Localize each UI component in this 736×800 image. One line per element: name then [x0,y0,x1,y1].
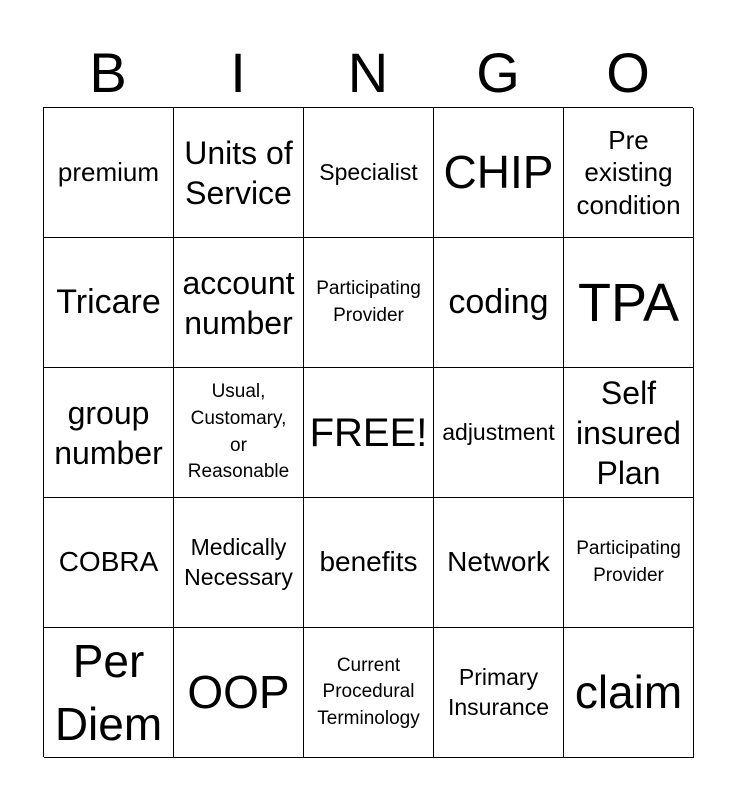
bingo-cell-label: Per Diem [54,635,163,750]
bingo-cell-r4-c2[interactable] [304,628,434,758]
bingo-cell-label: benefits [319,546,418,578]
bingo-board [43,107,693,757]
bingo-cell-r2-c2[interactable] [304,368,434,498]
bingo-cell-label: Pre existing condition [576,124,681,220]
bingo-cell-r4-c1[interactable] [174,628,304,758]
bingo-cell-r1-c2[interactable] [304,238,434,368]
header-letter-n: N [347,41,389,104]
bingo-cell-r3-c0[interactable] [44,498,174,628]
header-letter-b: B [89,41,127,104]
bingo-cell-label: Participating Provider [576,537,681,586]
bingo-cell-label: coding [448,283,549,322]
bingo-cell-r2-c0[interactable] [44,368,174,498]
bingo-cell-r1-c1[interactable] [174,238,304,368]
bingo-cell-label: adjustment [442,418,555,445]
bingo-cell-r2-c4[interactable] [564,368,694,498]
bingo-cell-label: Specialist [319,158,418,185]
bingo-cell-label: premium [57,157,160,188]
bingo-cell-r4-c4[interactable] [564,628,694,758]
bingo-cell-r0-c4[interactable] [564,108,694,238]
bingo-cell-label: Primary Insurance [447,663,549,720]
header-letter-g: G [476,41,520,104]
bingo-cell-r1-c3[interactable] [434,238,564,368]
bingo-cell-r4-c3[interactable] [434,628,564,758]
bingo-cell-label: group number [54,394,163,471]
bingo-cell-label: Medically Necessary [184,533,293,590]
bingo-cell-r2-c3[interactable] [434,368,564,498]
bingo-cell-r3-c3[interactable] [434,498,564,628]
bingo-cell-label: Participating Provider [316,277,421,326]
bingo-cell-r1-c0[interactable] [44,238,174,368]
bingo-cell-label: claim [574,666,683,719]
bingo-cell-r3-c2[interactable] [304,498,434,628]
bingo-cell-r3-c4[interactable] [564,498,694,628]
bingo-cell-r1-c4[interactable] [564,238,694,368]
bingo-cell-label: CHIP [443,146,554,199]
bingo-cell-label: Self insured Plan [576,374,681,491]
bingo-cell-label: Current Procedural Terminology [317,654,420,729]
bingo-cell-r4-c0[interactable] [44,628,174,758]
bingo-cell-label: TPA [577,272,679,333]
bingo-cell-label: Units of Service [184,134,293,211]
bingo-cell-label: account number [182,264,295,341]
header-letter-o: O [606,41,650,104]
bingo-cell-r0-c2[interactable] [304,108,434,238]
bingo-cell-r0-c1[interactable] [174,108,304,238]
bingo-cell-r0-c3[interactable] [434,108,564,238]
bingo-cell-label: COBRA [58,546,159,578]
bingo-cell-r3-c1[interactable] [174,498,304,628]
bingo-cell-label: Tricare [56,283,161,322]
bingo-cell-label: Network [447,546,550,578]
bingo-cell-r0-c0[interactable] [44,108,174,238]
bingo-cell-r2-c1[interactable] [174,368,304,498]
header-letter-i: I [230,41,246,104]
bingo-cell-label: FREE! [309,410,428,455]
bingo-cell-label: Usual, Customary, or Reasonable [187,381,290,483]
bingo-header [43,40,693,106]
bingo-cell-label: OOP [187,666,290,719]
